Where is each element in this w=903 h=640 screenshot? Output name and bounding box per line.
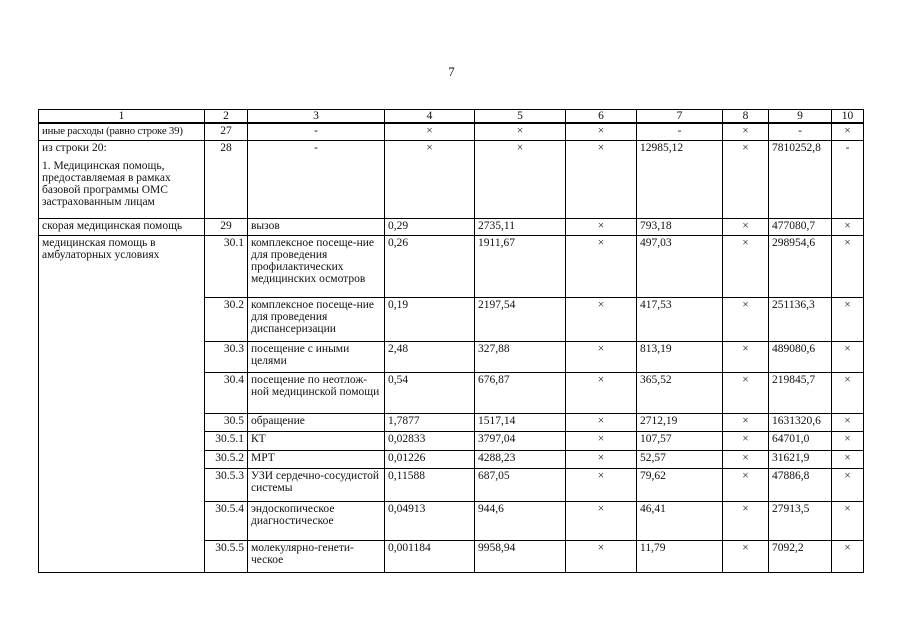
value-cell: × bbox=[832, 235, 864, 297]
value-cell: × bbox=[385, 140, 475, 218]
unit-cell: КТ bbox=[248, 431, 385, 450]
value-cell: 251136,3 bbox=[769, 297, 832, 341]
value-cell: 11,79 bbox=[637, 540, 723, 572]
header-cell: 4 bbox=[385, 110, 475, 124]
value-cell: 2735,11 bbox=[475, 218, 566, 235]
value-cell: × bbox=[566, 450, 637, 468]
value-cell: × bbox=[566, 501, 637, 540]
value-cell: 2197,54 bbox=[475, 297, 566, 341]
value-cell: × bbox=[723, 297, 769, 341]
row-number: 30.5 bbox=[205, 413, 248, 431]
unit-cell: посещение по неотлож-ной медицинской помощи bbox=[248, 372, 385, 413]
value-cell: × bbox=[566, 123, 637, 140]
value-cell: × bbox=[566, 431, 637, 450]
unit-cell: обращение bbox=[248, 413, 385, 431]
row-number: 30.1 bbox=[205, 235, 248, 297]
value-cell: × bbox=[723, 235, 769, 297]
unit-cell: УЗИ сердечно-сосудистой системы bbox=[248, 468, 385, 501]
unit-cell: эндоскопическое диагностическое bbox=[248, 501, 385, 540]
value-cell: × bbox=[832, 413, 864, 431]
unit-cell: МРТ bbox=[248, 450, 385, 468]
value-cell: × bbox=[832, 372, 864, 413]
value-cell: 1517,14 bbox=[475, 413, 566, 431]
value-cell: 676,87 bbox=[475, 372, 566, 413]
header-cell: 5 bbox=[475, 110, 566, 124]
value-cell: 219845,7 bbox=[769, 372, 832, 413]
value-cell: × bbox=[832, 468, 864, 501]
row-label: медицинская помощь в амбулаторных условиях bbox=[39, 235, 205, 572]
value-cell: 298954,6 bbox=[769, 235, 832, 297]
page-number: 7 bbox=[448, 64, 455, 79]
value-cell: 687,05 bbox=[475, 468, 566, 501]
value-cell: 3797,04 bbox=[475, 431, 566, 450]
value-cell: × bbox=[566, 140, 637, 218]
value-cell: 0,001184 bbox=[385, 540, 475, 572]
header-cell: 3 bbox=[248, 110, 385, 124]
row-label: иные расходы (равно строке 39) bbox=[39, 123, 205, 140]
unit-cell: комплексное посеще-ние для проведения диспансеризации bbox=[248, 297, 385, 341]
value-cell: 64701,0 bbox=[769, 431, 832, 450]
value-cell: 52,57 bbox=[637, 450, 723, 468]
value-cell: 0,02833 bbox=[385, 431, 475, 450]
value-cell: × bbox=[566, 297, 637, 341]
value-cell: × bbox=[723, 501, 769, 540]
row-number: 27 bbox=[205, 123, 248, 140]
value-cell: × bbox=[723, 468, 769, 501]
value-cell: 4288,23 bbox=[475, 450, 566, 468]
value-cell: × bbox=[832, 540, 864, 572]
value-cell: × bbox=[832, 450, 864, 468]
row-label: скорая медицинская помощь bbox=[39, 218, 205, 235]
value-cell: × bbox=[566, 235, 637, 297]
value-cell: 489080,6 bbox=[769, 341, 832, 372]
value-cell: 9958,94 bbox=[475, 540, 566, 572]
value-cell: × bbox=[832, 501, 864, 540]
value-cell: × bbox=[832, 123, 864, 140]
value-cell: 1,7877 bbox=[385, 413, 475, 431]
value-cell: - bbox=[832, 140, 864, 218]
value-cell: - bbox=[769, 123, 832, 140]
data-table bbox=[38, 109, 864, 573]
row-label-line: из строки 20: bbox=[42, 141, 107, 154]
value-cell: × bbox=[723, 450, 769, 468]
row-number: 30.5.1 bbox=[205, 431, 248, 450]
row-label bbox=[39, 140, 205, 218]
value-cell: × bbox=[385, 123, 475, 140]
value-cell: 2712,19 bbox=[637, 413, 723, 431]
value-cell: × bbox=[566, 218, 637, 235]
value-cell: × bbox=[475, 123, 566, 140]
unit-cell: - bbox=[248, 123, 385, 140]
header-cell: 9 bbox=[769, 110, 832, 124]
header-cell: 6 bbox=[566, 110, 637, 124]
value-cell: 0,01226 bbox=[385, 450, 475, 468]
value-cell: × bbox=[723, 140, 769, 218]
value-cell: × bbox=[566, 341, 637, 372]
value-cell: × bbox=[566, 413, 637, 431]
value-cell: × bbox=[723, 413, 769, 431]
value-cell: 813,19 bbox=[637, 341, 723, 372]
value-cell: 46,41 bbox=[637, 501, 723, 540]
value-cell: 31621,9 bbox=[769, 450, 832, 468]
value-cell: × bbox=[475, 140, 566, 218]
value-cell: × bbox=[723, 218, 769, 235]
table-row bbox=[39, 235, 864, 297]
table-row bbox=[39, 218, 864, 235]
value-cell: × bbox=[566, 540, 637, 572]
header-cell: 10 bbox=[832, 110, 864, 124]
table-row bbox=[39, 123, 864, 140]
row-number: 28 bbox=[205, 140, 248, 218]
value-cell: 1631320,6 bbox=[769, 413, 832, 431]
value-cell: 477080,7 bbox=[769, 218, 832, 235]
row-number: 30.2 bbox=[205, 297, 248, 341]
row-number: 29 bbox=[205, 218, 248, 235]
value-cell: 0,29 bbox=[385, 218, 475, 235]
value-cell: - bbox=[637, 123, 723, 140]
value-cell: 417,53 bbox=[637, 297, 723, 341]
value-cell: 27913,5 bbox=[769, 501, 832, 540]
value-cell: 327,88 bbox=[475, 341, 566, 372]
value-cell: 7092,2 bbox=[769, 540, 832, 572]
unit-cell: молекулярно-генети-ческое bbox=[248, 540, 385, 572]
value-cell: 12985,12 bbox=[637, 140, 723, 218]
header-cell: 2 bbox=[205, 110, 248, 124]
value-cell: × bbox=[566, 468, 637, 501]
header-cell: 7 bbox=[637, 110, 723, 124]
row-number: 30.3 bbox=[205, 341, 248, 372]
value-cell: 793,18 bbox=[637, 218, 723, 235]
value-cell: 2,48 bbox=[385, 341, 475, 372]
value-cell: × bbox=[832, 297, 864, 341]
row-number: 30.5.5 bbox=[205, 540, 248, 572]
value-cell: 0,26 bbox=[385, 235, 475, 297]
header-row bbox=[39, 110, 864, 124]
unit-cell: - bbox=[248, 140, 385, 218]
value-cell: 0,54 bbox=[385, 372, 475, 413]
unit-cell: комплексное посеще-ние для проведения профилактических медицинских осмотров bbox=[248, 235, 385, 297]
row-number: 30.5.2 bbox=[205, 450, 248, 468]
row-number: 30.5.3 bbox=[205, 468, 248, 501]
value-cell: × bbox=[566, 372, 637, 413]
value-cell: 79,62 bbox=[637, 468, 723, 501]
value-cell: 0,04913 bbox=[385, 501, 475, 540]
value-cell: × bbox=[723, 431, 769, 450]
row-number: 30.5.4 bbox=[205, 501, 248, 540]
header-cell: 1 bbox=[39, 110, 205, 124]
value-cell: 7810252,8 bbox=[769, 140, 832, 218]
value-cell: 497,03 bbox=[637, 235, 723, 297]
value-cell: × bbox=[832, 431, 864, 450]
header-cell: 8 bbox=[723, 110, 769, 124]
unit-cell: вызов bbox=[248, 218, 385, 235]
value-cell: × bbox=[723, 123, 769, 140]
value-cell: 47886,8 bbox=[769, 468, 832, 501]
value-cell: 107,57 bbox=[637, 431, 723, 450]
value-cell: × bbox=[832, 218, 864, 235]
value-cell: 1911,67 bbox=[475, 235, 566, 297]
value-cell: × bbox=[832, 341, 864, 372]
value-cell: × bbox=[723, 372, 769, 413]
value-cell: 944,6 bbox=[475, 501, 566, 540]
value-cell: 0,11588 bbox=[385, 468, 475, 501]
table-row bbox=[39, 140, 864, 218]
row-label-description: 1. Медицинская помощь, предоставляемая в рамках базовой программы ОМС застрахованным лицам bbox=[42, 159, 171, 208]
row-number: 30.4 bbox=[205, 372, 248, 413]
value-cell: × bbox=[723, 540, 769, 572]
value-cell: × bbox=[723, 341, 769, 372]
value-cell: 0,19 bbox=[385, 297, 475, 341]
unit-cell: посещение с иными целями bbox=[248, 341, 385, 372]
value-cell: 365,52 bbox=[637, 372, 723, 413]
